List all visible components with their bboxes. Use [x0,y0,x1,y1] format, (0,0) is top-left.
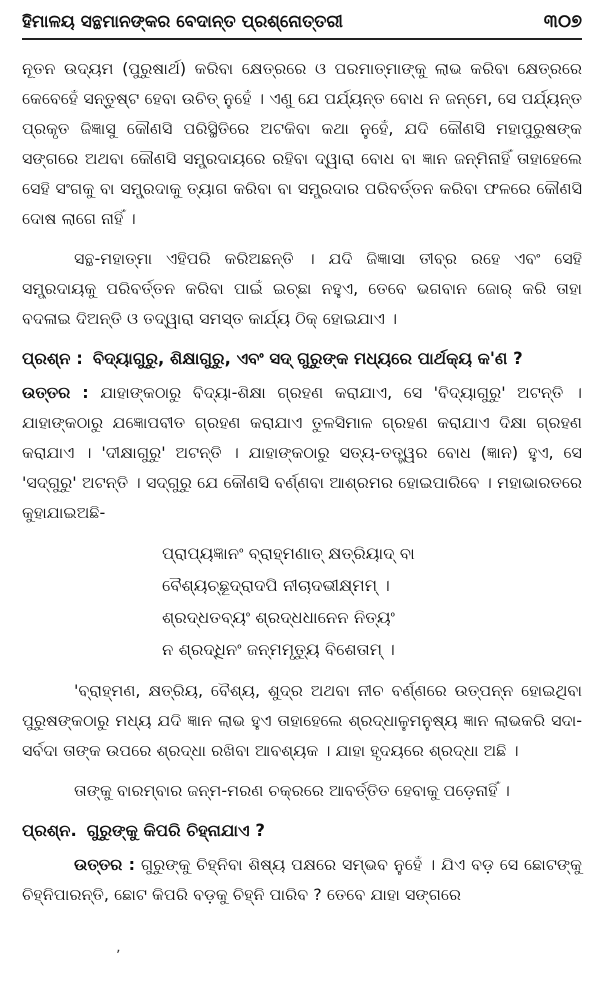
answer-2 [22,850,582,910]
question-2 [22,816,582,846]
sanskrit-verse [162,538,582,666]
verse-line: ନ ଶ୍ରଦ୍ଧିନଂ ଜନ୍ମମୃତ୍ୟୁ ବିଶେତାମ୍ । [162,640,395,659]
verse-line: ବୈଶ୍ୟଚ୍ଛୂଦ୍ରାଦପି ନୀଚାଦଭୀକ୍ଷ୍ମମ୍ । [162,576,390,595]
paragraph-2: ସନ୍ଥ-ମହାତ୍ମା ଏହିପରି କରିଅଛନ୍ତି । ଯଦି ଜିଜ୍ଞାସା ତୀବ୍ର ରହେ ଏବଂ ସେହି ସମ୍ପ୍ରଦାୟକୁ ପରିବର୍ତ୍ତନ କରିବା ପାଇଁ ଇଚ୍ଛା ନହୁଏ, ତେବେ ଭଗବାନ ଜୋର୍ କରି ତାହା ବଦଳାଇ ଦିଅନ୍ତି ଓ ତଦ୍ୱାରା ସମସ୍ତ କାର୍ଯ୍ୟ ଠିକ୍ ହୋଇଯାଏ । [22,249,582,328]
question-label: ପ୍ରଶ୍ନ : [22,349,83,368]
footer-mark: ʼ [116,948,121,964]
answer-text: ଯାହାଙ୍କଠାରୁ ବିଦ୍ୟା-ଶିକ୍ଷା ଗ୍ରହଣ କରାଯାଏ, ସେ 'ବିଦ୍ୟାଗୁରୁ' ଅଟନ୍ତି । ଯାହାଙ୍କଠାରୁ ଯଜ୍ଞୋପବୀତ ଗ୍ରହଣ କରାଯାଏ ତୁଳସିମାଳ ଗ୍ରହଣ କରାଯାଏ ଦିକ୍ଷା ଗ୍ରହଣ କରାଯାଏ । 'ଦୀକ୍ଷାଗୁରୁ' ଅଟନ୍ତି । ଯାହାଙ୍କଠାରୁ ସତ୍ୟ-ତତ୍ତ୍ୱର ବୋଧ (ଜ୍ଞାନ) ହୁଏ, ସେ 'ସଦ୍‌ଗୁରୁ' ଅଟନ୍ତି । ସଦ୍‌ଗୁରୁ ଯେ କୌଣସି ବର୍ଣ୍ଣବା ଆଶ୍ରମର ହୋଇପାରିବେ । ମହାଭାରତରେ କୁହାଯାଇଅଛି- [22,383,583,522]
question-text: ଗୁରୁଙ୍କୁ କିପରି ଚିହ୍ନାଯାଏ ? [86,821,265,840]
question-text: ବିଦ୍ୟାଗୁରୁ, ଶିକ୍ଷାଗୁରୁ, ଏବଂ ସଦ୍ ଗୁରୁଙ୍କ ମଧ୍ୟରେ ପାର୍ଥକ୍ୟ କ'ଣ ? [92,349,523,368]
answer-label: ଉତ୍ତର : [22,383,89,402]
paragraph-3: 'ବ୍ରାହ୍ମଣ, କ୍ଷତ୍ରିୟ, ବୈଶ୍ୟ, ଶୁଦ୍ର ଅଥବା ନୀଚ ବର୍ଣ୍ଣରେ ଉତ୍ପନ୍ନ ହୋଇଥିବା ପୁରୁଷଙ୍କଠାରୁ ମଧ୍ୟ ଯଦି ଜ୍ଞାନ ଲାଭ ହୁଏ ତାହାହେଲେ ଶ୍ରଦ୍ଧାଳୁମନୁଷ୍ୟ ଜ୍ଞାନ ଲାଭକରି ସଦା-ସର୍ବଦା ତାଙ୍କ ଉପରେ ଶ୍ରଦ୍ଧା ରଖିବା ଆବଶ୍ୟକ । ଯାହା ହୃଦୟରେ ଶ୍ରଦ୍ଧା ଅଛି । [22,681,582,760]
answer-label: ଉତ୍ତର : [74,855,136,874]
question-label: ପ୍ରଶ୍ନ. [22,821,77,840]
verse-line: ଶ୍ରଦ୍ଧତବ୍ୟଂ ଶ୍ରଦ୍ଧଧାନେନ ନିତ୍ୟଂ [162,608,395,627]
page-number: ୩୦୭ [543,11,582,32]
page-body [22,54,582,910]
paragraph-1: ନୂତନ ଉଦ୍ୟମ (ପୁରୁଷାର୍ଥ) କରିବା କ୍ଷେତ୍ରରେ ଓ ପରମାତ୍ମାଙ୍କୁ ଲାଭ କରିବା କ୍ଷେତ୍ରରେ କେବେହେଁ ସନ୍ତୁଷ୍ଟ ହେବା ଉଚିତ୍ ନୁହେଁ । ଏଣୁ ଯେ ପର୍ଯ୍ୟନ୍ତ ବୋଧ ନ ଜନ୍ମେ, ସେ ପର୍ଯ୍ୟନ୍ତ ପ୍ରକୃତ ଜିଜ୍ଞାସୁ କୌଣସି ପରିସ୍ଥିତିରେ ଅଟକିବା କଥା ନୁହେଁ, ଯଦି କୌଣସି ମହାପୁରୁଷଙ୍କ ସଙ୍ଗରେ ଅଥବା କୌଣସି ସମ୍ପ୍ରଦାୟରେ ରହିବା ଦ୍ୱାରା ବୋଧ ବା ଜ୍ଞାନ ଜନ୍ମିନାହିଁ ତାହାହେଲେ ସେହି ସଂଗକୁ ବା ସମ୍ପ୍ରଦାକୁ ତ୍ୟାଗ କରିବା ବା ସମ୍ପ୍ରଦାର ପରିବର୍ତ୍ତନ କରିବା ଫଳରେ କୌଣସି ଦୋଷ ଲାଗେ ନାହିଁ । [22,59,582,228]
question-1 [22,344,582,374]
page-header [22,0,582,40]
paragraph-4: ତାଙ୍କୁ ବାରମ୍ବାର ଜନ୍ମ-ମରଣ ଚକ୍ରରେ ଆବର୍ତ୍ତିତ ହେବାକୁ ପଡ଼େନାହିଁ । [74,781,510,800]
answer-1 [22,378,582,528]
answer-text: ଗୁରୁଙ୍କୁ ଚିହ୍ନିବା ଶିଷ୍ୟ ପକ୍ଷରେ ସମ୍ଭବ ନୁହେଁ । ଯିଏ ବଡ଼ ସେ ଛୋଟଙ୍କୁ ଚିହ୍ନିପାରନ୍ତି, ଛୋଟ କିପରି ବଡ଼କୁ ଚିହ୍ନି ପାରିବ ? ତେବେ ଯାହା ସଙ୍ଗରେ [22,855,582,904]
running-title: ହିମାଳୟ ସନ୍ଥମାନଙ୍କର ବେଦାନ୍ତ ପ୍ରଶ୍ନୋତ୍ତରୀ [22,12,343,32]
verse-line: ପ୍ରାପ୍ୟଜ୍ଞାନଂ ବ୍ରାହ୍ମଣାତ୍ କ୍ଷତ୍ରିୟାଦ୍ ବା [162,544,415,563]
